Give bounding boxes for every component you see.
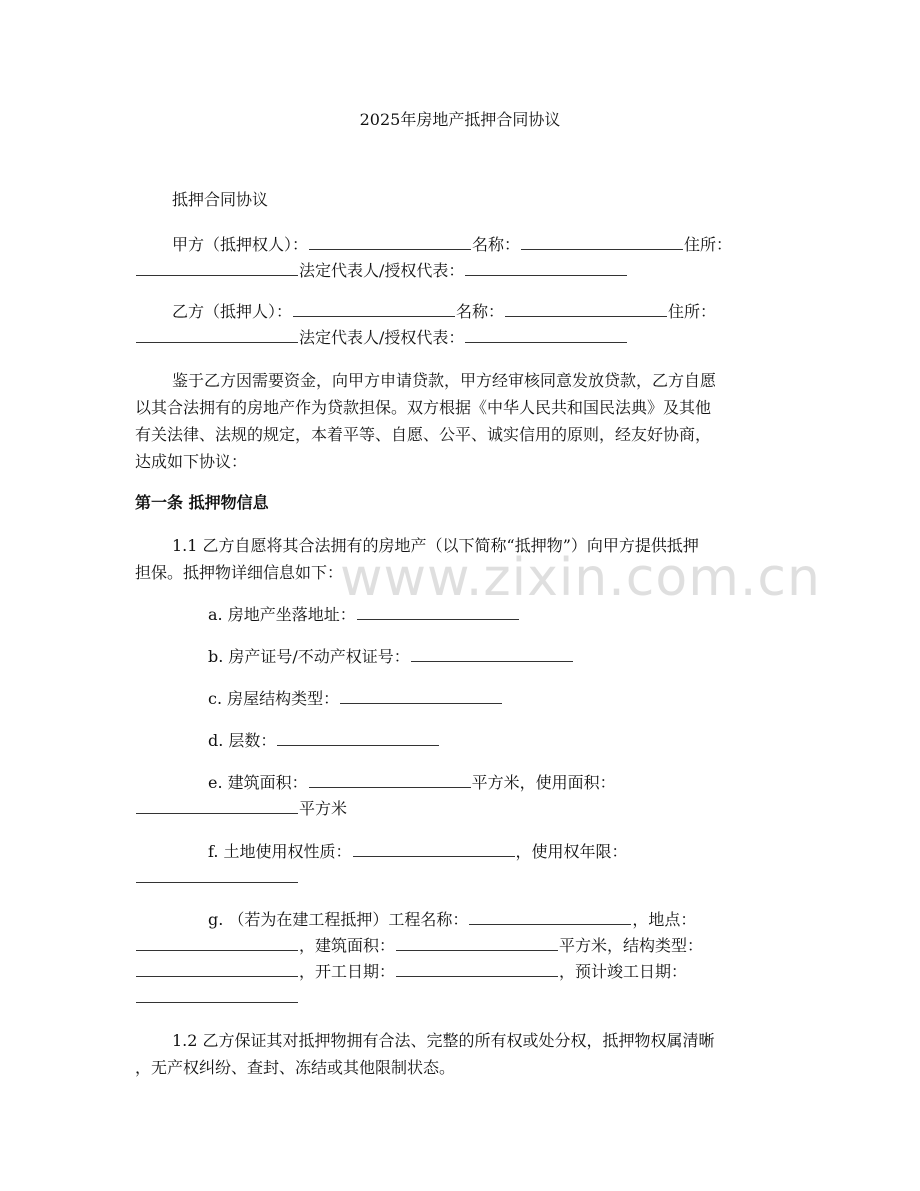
blank-field bbox=[293, 298, 455, 317]
clause-1-1-line: 1.1 乙方自愿将其合法拥有的房地产（以下简称“抵押物”）向甲方提供抵押 bbox=[172, 536, 699, 555]
blank-field bbox=[340, 685, 502, 704]
blank-field bbox=[465, 324, 627, 343]
item-c: c. 房屋结构类型： bbox=[208, 685, 503, 711]
document-title: 2025年房地产抵押合同协议 bbox=[359, 110, 561, 129]
blank-field bbox=[309, 769, 471, 788]
blank-field bbox=[136, 864, 298, 883]
item-f-cont bbox=[135, 864, 299, 890]
blank-field bbox=[136, 984, 298, 1003]
blank-field bbox=[411, 643, 573, 662]
blank-field bbox=[309, 231, 471, 250]
blank-field bbox=[277, 727, 439, 746]
blank-field bbox=[136, 932, 298, 951]
blank-field bbox=[505, 298, 667, 317]
item-d: d. 层数： bbox=[208, 727, 440, 753]
party-b-line-2: 法定代表人/授权代表： bbox=[135, 324, 628, 350]
blank-field bbox=[469, 906, 631, 925]
watermark: www.zixin.com.cn bbox=[340, 548, 821, 608]
blank-field bbox=[136, 257, 298, 276]
clause-1-2-line: 1.2 乙方保证其对抵押物拥有合法、完整的所有权或处分权，抵押物权属清晰 bbox=[172, 1031, 715, 1050]
blank-field bbox=[396, 932, 558, 951]
preamble-line: 鉴于乙方因需要资金，向甲方申请贷款，甲方经审核同意发放贷款，乙方自愿 bbox=[172, 371, 717, 390]
article-1-heading: 第一条 抵押物信息 bbox=[135, 493, 269, 512]
preamble-line: 达成如下协议： bbox=[135, 452, 248, 471]
blank-field bbox=[353, 838, 515, 857]
blank-field bbox=[136, 324, 298, 343]
item-g-cont: ，开工日期： ，预计竣工日期： bbox=[135, 958, 687, 984]
party-b-line-1: 乙方（抵押人）： 名称： 住所： bbox=[172, 298, 716, 324]
clause-1-2-line: ，无产权纠纷、查封、冻结或其他限制状态。 bbox=[135, 1058, 456, 1077]
blank-field bbox=[465, 257, 627, 276]
blank-field bbox=[396, 958, 558, 977]
item-f: f. 土地使用权性质： ，使用权年限： bbox=[208, 838, 628, 864]
item-a: a. 房地产坐落地址： bbox=[208, 601, 520, 627]
blank-field bbox=[136, 795, 298, 814]
clause-1-1-line: 担保。抵押物详细信息如下： bbox=[135, 563, 344, 582]
blank-field bbox=[521, 231, 683, 250]
blank-field bbox=[136, 958, 298, 977]
item-g: g. （若为在建工程抵押）工程名称： ，地点： bbox=[208, 906, 696, 932]
item-e: e. 建筑面积： 平方米，使用面积： bbox=[208, 769, 616, 795]
preamble-line: 有关法律、法规的规定，本着平等、自愿、公平、诚实信用的原则，经友好协商， bbox=[135, 425, 712, 444]
item-b: b. 房产证号/不动产权证号： bbox=[208, 643, 574, 669]
party-a-line-2: 法定代表人/授权代表： bbox=[135, 257, 628, 283]
item-e-cont: 平方米 bbox=[135, 795, 347, 821]
item-g-cont bbox=[135, 984, 299, 1010]
party-a-line-1: 甲方（抵押权人）： 名称： 住所： bbox=[172, 231, 732, 257]
item-g-cont: ，建筑面积： 平方米，结构类型： bbox=[135, 932, 703, 958]
section-heading: 抵押合同协议 bbox=[172, 190, 269, 209]
preamble-line: 以其合法拥有的房地产作为贷款担保。双方根据《中华人民共和国民法典》及其他 bbox=[135, 398, 712, 417]
